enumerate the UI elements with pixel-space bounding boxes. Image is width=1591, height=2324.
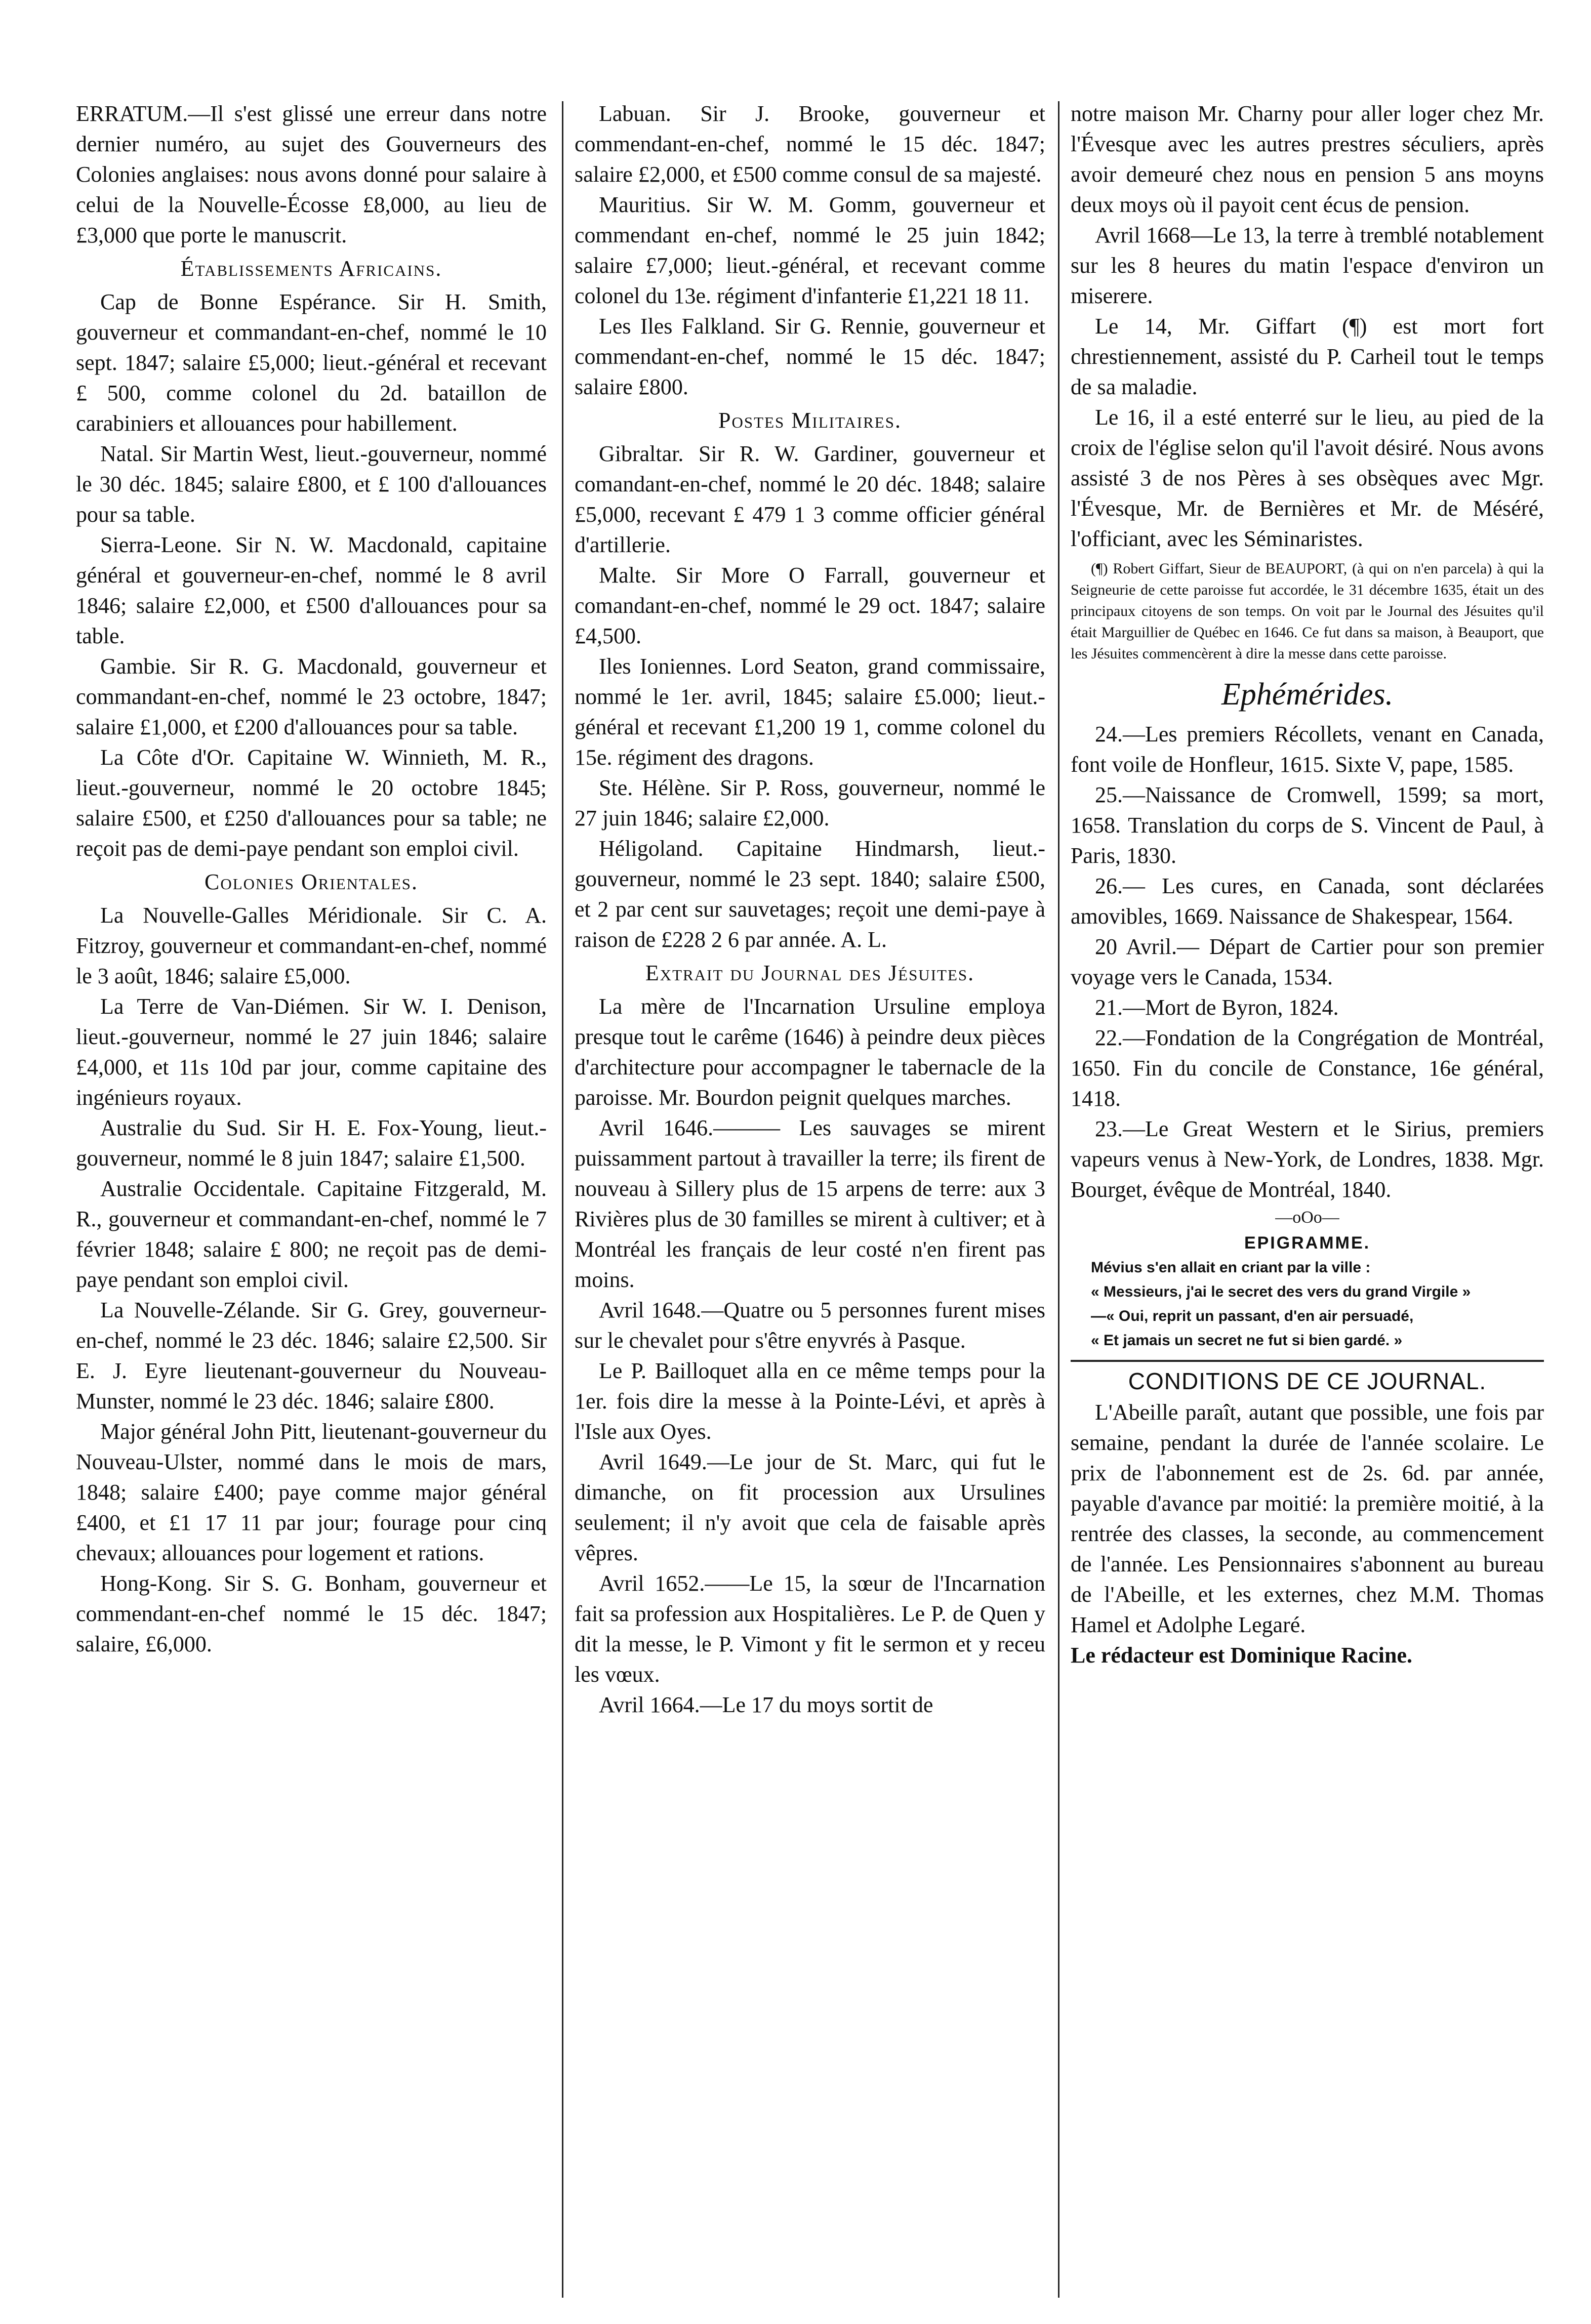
epigram-line: « Et jamais un secret ne fut si bien gardé. » [1091, 1332, 1403, 1349]
epigram-line: « Messieurs, j'ai le secret des vers du grand Virgile » [1091, 1283, 1471, 1300]
paragraph: Mauritius. Sir W. M. Gomm, gouverneur et commendant en-chef, nommé le 25 juin 1842; salaire £7,000; lieut.-général, et recevant comme colonel du 13e. régiment d'infanterie £1,221 18 11. [575, 192, 1045, 308]
column-left [76, 99, 547, 1659]
paragraph: Le P. Bailloquet alla en ce même temps pour la 1er. fois dire la messe à la Pointe-Lévi, et après à l'Isle aux Oyes. [575, 1358, 1045, 1444]
paragraph: Gambie. Sir R. G. Macdonald, gouverneur et commandant-en-chef, nommé le 23 octobre, 1847; salaire £1,000, et £200 d'allouances pour sa table. [76, 654, 547, 739]
paragraph: Avril 1646.——— Les sauvages se mirent puissamment partout à travailler la terre; ils firent de nouveau à Sillery plus de 15 arpens de terre: aux 3 Rivières plus de 30 familles se mirent à cultiver; et à Montréal les français de leur costé n'en firent pas moins. [575, 1115, 1045, 1292]
paragraph: Avril 1649.—Le jour de St. Marc, qui fut le dimanche, on fit procession aux Ursulines seulement; il n'y avoit que cela de faisable après vêpres. [575, 1449, 1045, 1565]
section-heading: Ephémérides. [1221, 677, 1394, 712]
paragraph: Gibraltar. Sir R. W. Gardiner, gouverneur et comandant-en-chef, nommé le 20 déc. 1848; salaire £5,000, recevant £ 479 1 3 comme officier général d'artillerie. [575, 441, 1045, 557]
paragraph: Les Iles Falkland. Sir G. Rennie, gouverneur et commendant-en-chef, nommé le 15 déc. 1847; salaire £800. [575, 314, 1045, 399]
paragraph: notre maison Mr. Charny pour aller loger chez Mr. l'Évesque avec les autres prestres séculiers, après avoir demeuré chez nous en pension 5 ans moyns deux moys où il payoit cent écus de pension. [1071, 101, 1544, 217]
section-heading: Colonies Orientales. [205, 869, 418, 894]
paragraph: La mère de l'Incarnation Ursuline employa presque tout le carême (1646) à peindre deux pièces d'architecture pour accompagner le tabernacle de la paroisse. Mr. Bourdon peignit quelques marches. [575, 994, 1045, 1110]
section-heading: CONDITIONS DE CE JOURNAL. [1071, 1360, 1544, 1397]
paragraph: Héligoland. Capitaine Hindmarsh, lieut.-gouverneur, nommé le 23 sept. 1840; salaire £500, et 2 par cent sur sauvetages; reçoit une demi-paye à raison de £228 2 6 par année. A. L. [575, 836, 1045, 952]
paragraph: Labuan. Sir J. Brooke, gouverneur et commendant-en-chef, nommé le 15 déc. 1847; salaire £2,000, et £500 comme consul de sa majesté. [575, 101, 1045, 187]
section-heading: Extrait du Journal des Jésuites. [645, 961, 975, 985]
paragraph: Cap de Bonne Espérance. Sir H. Smith, gouverneur et commandant-en-chef, nommé le 10 sept. 1847; salaire £5,000; lieut.-général et recevant £ 500, comme colonel du 2d. bataillon de carabiniers et allouances pour habillement. [76, 289, 547, 436]
paragraph: Australie du Sud. Sir H. E. Fox-Young, lieut.-gouverneur, nommé le 8 juin 1847; salaire £1,500. [76, 1115, 547, 1171]
paragraph: Sierra-Leone. Sir N. W. Macdonald, capitaine général et gouverneur-en-chef, nommé le 8 avril 1846; salaire £2,000, et £500 d'allouances pour sa table. [76, 532, 547, 648]
paragraph: Avril 1664.—Le 17 du moys sortit de [599, 1692, 933, 1717]
paragraph: La Nouvelle-Galles Méridionale. Sir C. A. Fitzroy, gouverneur et commandant-en-chef, nommé le 3 août, 1846; salaire £5,000. [76, 903, 547, 988]
paragraph: 24.—Les premiers Récollets, venant en Canada, font voile de Honfleur, 1615. Sixte V, pape, 1585. [1071, 722, 1544, 777]
footnote: (¶) Robert Giffart, Sieur de BEAUPORT, (à qui on n'en parcela) à qui la Seigneurie de cette paroisse fut accordée, le 31 décembre 1635, était un des principaux citoyens de son temps. On voit par le Journal des Jésuites qu'il était Marguillier de Québec en 1646. Ce fut dans sa maison, à Beauport, que les Jésuites commencèrent à dire la messe dans cette paroisse. [1071, 560, 1544, 662]
paragraph: Avril 1652.——Le 15, la sœur de l'Incarnation fait sa profession aux Hospitalières. Le P. de Quen y dit la messe, le P. Vimont y fit le sermon et y receu les vœux. [575, 1571, 1045, 1687]
paragraph: Ste. Hélène. Sir P. Ross, gouverneur, nommé le 27 juin 1846; salaire £2,000. [575, 775, 1045, 831]
separator: —oOo— [1275, 1208, 1339, 1227]
column-right [1071, 99, 1544, 1671]
paragraph: Major général John Pitt, lieutenant-gouverneur du Nouveau-Ulster, nommé dans le mois de mars, 1848; salaire £400; paye comme major général £400, et £1 17 11 par jour; fourage pour cinq chevaux; allouances pour logement et rations. [76, 1419, 547, 1565]
epigram-line: —« Oui, reprit un passant, d'en air persuadé, [1091, 1308, 1414, 1324]
paragraph: 25.—Naissance de Cromwell, 1599; sa mort, 1658. Translation du corps de S. Vincent de Paul, à Paris, 1830. [1071, 782, 1544, 868]
paragraph: Hong-Kong. Sir S. G. Bonham, gouverneur et commendant-en-chef nommé le 15 déc. 1847; salaire, £6,000. [76, 1571, 547, 1656]
column-middle [575, 99, 1045, 1720]
paragraph: Le rédacteur est Dominique Racine. [1071, 1643, 1412, 1668]
column-rule-right [1058, 101, 1059, 2298]
section-heading: Postes Militaires. [718, 408, 902, 433]
section-heading: Établissements Africains. [180, 256, 442, 281]
paragraph: Le 16, il a esté enterré sur le lieu, au pied de la croix de l'église selon qu'il l'avoit désiré. Nous avons assisté 3 de nos Pères à ses obsèques avec Mgr. l'Évesque, Mr. de Bernières et Mr. de Méséré, l'officiant, avec les Séminaristes. [1071, 405, 1544, 551]
paragraph: Iles Ioniennes. Lord Seaton, grand commissaire, nommé le 1er. avril, 1845; salaire £5.000; lieut.-général et recevant £1,200 19 1, comme colonel du 15e. régiment des dragons. [575, 654, 1045, 770]
paragraph: Natal. Sir Martin West, lieut.-gouverneur, nommé le 30 déc. 1845; salaire £800, et £ 100 d'allouances pour sa table. [76, 441, 547, 527]
paragraph: Avril 1648.—Quatre ou 5 personnes furent mises sur le chevalet pour s'être enyvrés à Pasque. [575, 1298, 1045, 1353]
paragraph: Le 14, Mr. Giffart (¶) est mort fort chrestiennement, assisté du P. Carheil tout le temps de sa maladie. [1071, 314, 1544, 399]
section-heading: EPIGRAMME. [1244, 1233, 1371, 1253]
paragraph: ERRATUM.—Il s'est glissé une erreur dans notre dernier numéro, au sujet des Gouverneurs des Colonies anglaises: nous avons donné pour salaire à celui de la Nouvelle-Écosse £8,000, au lieu de £3,000 que porte le manuscrit. [76, 101, 547, 247]
epigram-line: Mévius s'en allait en criant par la ville : [1091, 1259, 1371, 1276]
column-rule-left [562, 101, 563, 2298]
paragraph: La Côte d'Or. Capitaine W. Winnieth, M. R., lieut.-gouverneur, nommé le 20 octobre 1845; salaire £500, et £250 d'allouances pour sa table; ne reçoit pas de demi-paye pendant son emploi civil. [76, 745, 547, 861]
paragraph: Avril 1668—Le 13, la terre à tremblé notablement sur les 8 heures du matin l'espace d'environ un miserere. [1071, 223, 1544, 308]
paragraph: 22.—Fondation de la Congrégation de Montréal, 1650. Fin du concile de Constance, 16e général, 1418. [1071, 1025, 1544, 1111]
paragraph: L'Abeille paraît, autant que possible, une fois par semaine, pendant la durée de l'année scolaire. Le prix de l'abonnement est de 2s. 6d. par année, payable d'avance par moitié: la première moitié, à la rentrée des classes, la seconde, au commencement de l'année. Les Pensionnaires s'abonnent au bureau de l'Abeille, et les externes, chez M.M. Thomas Hamel et Adolphe Legaré. [1071, 1400, 1544, 1637]
paragraph: 23.—Le Great Western et le Sirius, premiers vapeurs venus à New-York, de Londres, 1838. Mgr. Bourget, évêque de Montréal, 1840. [1071, 1116, 1544, 1202]
paragraph: 26.— Les cures, en Canada, sont déclarées amovibles, 1669. Naissance de Shakespear, 1564. [1071, 874, 1544, 929]
paragraph: La Nouvelle-Zélande. Sir G. Grey, gouverneur-en-chef, nommé le 23 déc. 1846; salaire £2,500. Sir E. J. Eyre lieutenant-gouverneur du Nouveau-Munster, nommé le 23 déc. 1846; salaire £800. [76, 1298, 547, 1414]
paragraph: La Terre de Van-Diémen. Sir W. I. Denison, lieut.-gouverneur, nommé le 27 juin 1846; salaire £4,000, et 11s 10d par jour, comme capitaine des ingénieurs royaux. [76, 994, 547, 1110]
paragraph: 21.—Mort de Byron, 1824. [1095, 995, 1339, 1020]
paragraph: 20 Avril.— Départ de Cartier pour son premier voyage vers le Canada, 1534. [1071, 934, 1544, 989]
paragraph: Malte. Sir More O Farrall, gouverneur et comandant-en-chef, nommé le 29 oct. 1847; salaire £4,500. [575, 563, 1045, 648]
paragraph: Australie Occidentale. Capitaine Fitzgerald, M. R., gouverneur et commandant-en-chef, nommé le 7 février 1848; salaire £ 800; ne reçoit pas de demi-paye pendant son emploi civil. [76, 1176, 547, 1292]
